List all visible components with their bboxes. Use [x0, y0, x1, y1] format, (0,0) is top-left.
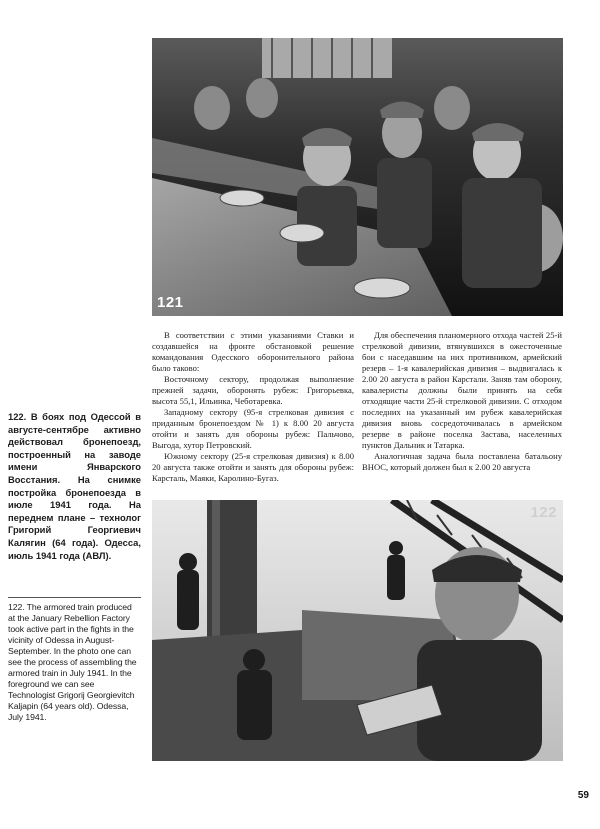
paragraph: Западному сектору (95-я стрелковая дивизия с приданным бронепоездом № 1) к 8.00 20 августа отойти и занять для обороны рубеж: Пальчово, Выгода, хутор Петровский.: [152, 407, 354, 450]
photo-122: [152, 500, 563, 761]
caption-divider: [8, 597, 141, 598]
photo-121-number: 121: [157, 294, 184, 311]
paragraph: В соответствии с этими указаниями Ставки и создавшейся на фронте обстановкой решение командования Одесского оборонительного района было таково:: [152, 330, 354, 373]
text-column-right: [362, 330, 562, 473]
photo-121-image: [152, 38, 563, 316]
text-column-left: [152, 330, 354, 484]
caption-english: 122. The armored train produced at the January Rebellion Factory took active part in the fights in the vicinity of Odessa in August-September. In the photo one can see the process of assembling the armored train in July 1941. In the foreground we can see Technologist Grigorij Georgievitch Kaljapin (64 years old). Odessa, July 1941.: [8, 602, 137, 722]
paragraph: Восточному сектору, продолжая выполнение прежней задачи, оборонять рубеж: Григорьевка, высота 55,1, Ильинка, Чеботаревка.: [152, 374, 354, 406]
paragraph: Южному сектору (25-я стрелковая дивизия) к 8.00 20 августа также отойти и занять для обороны рубеж: Карсталь, Маяки, Каролино-Бугаз.: [152, 451, 354, 483]
paragraph: Для обеспечения планомерного отхода частей 25-й стрелковой дивизии, втянувшихся в ожесточенные бои с наседавшим на них противником, армейский резерв – 1-я кавалерийская дивизия – выдвигалась к 2.00 20 августа в район Карстали. Заняв там оборону, кавалеристы должны были принять на себя отходящие части 25-й стрелковой дивизии. С отходом последних на указанный им рубеж кавалерийская дивизия вновь сосредоточивалась в армейском резерве в районе поселка Застава, населенных пунктов Дальник и Татарка.: [362, 330, 562, 450]
photo-121: [152, 38, 563, 316]
photo-122-image: [152, 500, 563, 761]
caption-russian: 122. В боях под Одессой в августе-сентябре активно действовал бронепоезд, построенный на заводе имени Январского Восстания. На снимке постройка бронепоезда в июле 1941 года. На переднем плане – технолог Григорий Георгиевич Калягин (64 года). Одесса, июль 1941 года (АВЛ).: [8, 411, 141, 561]
page-number: 59: [577, 790, 589, 801]
paragraph: Аналогичная задача была поставлена батальону ВНОС, который должен был к 2.00 20 августа: [362, 451, 562, 472]
photo-122-number: 122: [530, 504, 557, 521]
